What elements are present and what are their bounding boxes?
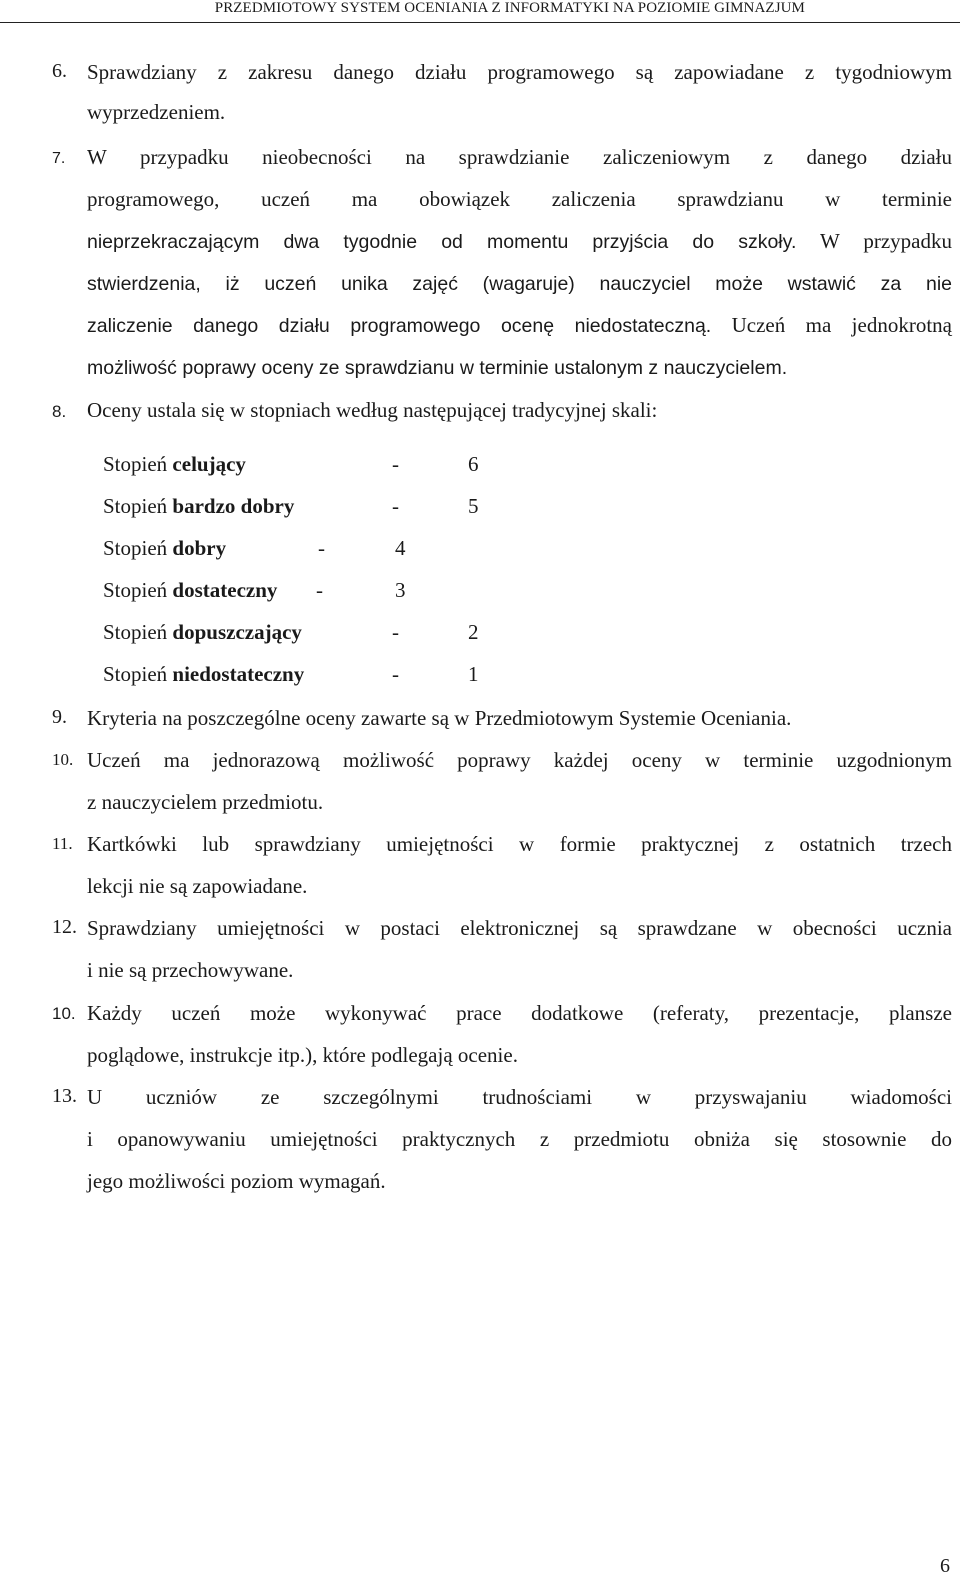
- grade-label: Stopień: [103, 494, 173, 518]
- item-text: U uczniów ze szczególnymi trudnościami w przyswajaniu wiadomości: [87, 1085, 952, 1109]
- item-text: wyprzedzeniem.: [87, 100, 226, 124]
- item-text: jego możliwości poziom wymagań.: [87, 1169, 386, 1193]
- item-text: Oceny ustala się w stopniach według następującej tradycyjnej skali:: [87, 398, 658, 422]
- grade-value: 1: [468, 662, 479, 686]
- grade-name: dostateczny: [172, 578, 278, 602]
- grade-row: [103, 620, 302, 645]
- item-number: 13.: [52, 1085, 77, 1107]
- grade-value: 5: [468, 494, 479, 518]
- item-text: W przypadku nieobecności na sprawdzianie zaliczeniowym z danego działu: [87, 145, 952, 169]
- grade-name: dobry: [172, 536, 227, 560]
- item-text: [87, 313, 952, 338]
- item-text: Kartkówki lub sprawdziany umiejętności w formie praktycznej z ostatnich trzech: [87, 832, 952, 856]
- item-number: 10.: [52, 1004, 76, 1023]
- text-segment: Uczeń ma jednokrotną: [711, 313, 952, 337]
- text-segment: W przypadku: [796, 229, 952, 253]
- grade-row: [103, 578, 277, 603]
- grade-name: celujący: [172, 452, 246, 476]
- page-number: 6: [940, 1555, 950, 1577]
- item-number: 7.: [52, 150, 66, 167]
- grade-label: Stopień: [103, 620, 173, 644]
- text-segment: zaliczenie danego działu programowego ocenę niedostateczną.: [87, 315, 712, 337]
- grade-label: Stopień: [103, 662, 173, 686]
- grade-dash: -: [392, 620, 399, 644]
- grade-name: bardzo dobry: [172, 494, 295, 518]
- item-text: i nie są przechowywane.: [87, 958, 294, 982]
- item-text: Sprawdziany z zakresu danego działu programowego są zapowiadane z tygodniowym: [87, 60, 952, 84]
- item-number: 8.: [52, 402, 67, 421]
- page-header: [0, 0, 960, 23]
- item-number: 9.: [52, 706, 67, 728]
- grade-value: 3: [395, 578, 406, 602]
- item-text: poglądowe, instrukcje itp.), które podlegają ocenie.: [87, 1043, 518, 1067]
- item-text: programowego, uczeń ma obowiązek zaliczenia sprawdzianu w terminie: [87, 187, 952, 211]
- item-number: 12.: [52, 916, 77, 938]
- grade-value: 6: [468, 452, 479, 476]
- grade-name: niedostateczny: [172, 662, 305, 686]
- item-number: 10.: [52, 750, 74, 769]
- item-text: [87, 355, 952, 380]
- grade-label: Stopień: [103, 536, 173, 560]
- grade-value: 2: [468, 620, 479, 644]
- item-text: Uczeń ma jednorazową możliwość poprawy każdej oceny w terminie uzgodnionym: [87, 748, 952, 772]
- text-segment: nieprzekraczającym dwa tygodnie od momentu przyjścia do szkoły.: [87, 231, 797, 253]
- item-text: z nauczycielem przedmiotu.: [87, 790, 324, 814]
- grade-row: [103, 452, 246, 477]
- item-text: Sprawdziany umiejętności w postaci elektronicznej są sprawdzane w obecności ucznia: [87, 916, 952, 940]
- header-title: PRZEDMIOTOWY SYSTEM OCENIANIA Z INFORMATYKI NA POZIOMIE GIMNAZJUM: [214, 0, 805, 16]
- item-text: lekcji nie są zapowiadane.: [87, 874, 308, 898]
- text-segment: możliwość poprawy oceny ze sprawdzianu w terminie ustalonym z nauczycielem.: [87, 357, 788, 379]
- grade-dash: -: [392, 452, 399, 476]
- grade-row: [103, 662, 304, 687]
- grade-value: 4: [395, 536, 406, 560]
- grade-row: [103, 494, 294, 519]
- text-segment: stwierdzenia, iż uczeń unika zajęć (wagaruje) nauczyciel może wstawić za nie: [87, 273, 952, 295]
- grade-dash: -: [316, 578, 323, 602]
- grade-name: dopuszczający: [172, 620, 302, 644]
- item-text: [87, 229, 952, 254]
- grade-dash: -: [392, 662, 399, 686]
- item-number: 11.: [52, 834, 73, 853]
- grade-dash: -: [318, 536, 325, 560]
- grade-label: Stopień: [103, 452, 173, 476]
- grade-row: [103, 536, 226, 561]
- item-text: Każdy uczeń może wykonywać prace dodatkowe (referaty, prezentacje, plansze: [87, 1001, 952, 1025]
- item-text: [87, 271, 952, 296]
- item-text: Kryteria na poszczególne oceny zawarte są w Przedmiotowym Systemie Oceniania.: [87, 706, 792, 730]
- grade-dash: -: [392, 494, 399, 518]
- grade-label: Stopień: [103, 578, 173, 602]
- item-number: 6.: [52, 60, 67, 82]
- item-text: i opanowywaniu umiejętności praktycznych z przedmiotu obniża się stosownie do: [87, 1127, 952, 1151]
